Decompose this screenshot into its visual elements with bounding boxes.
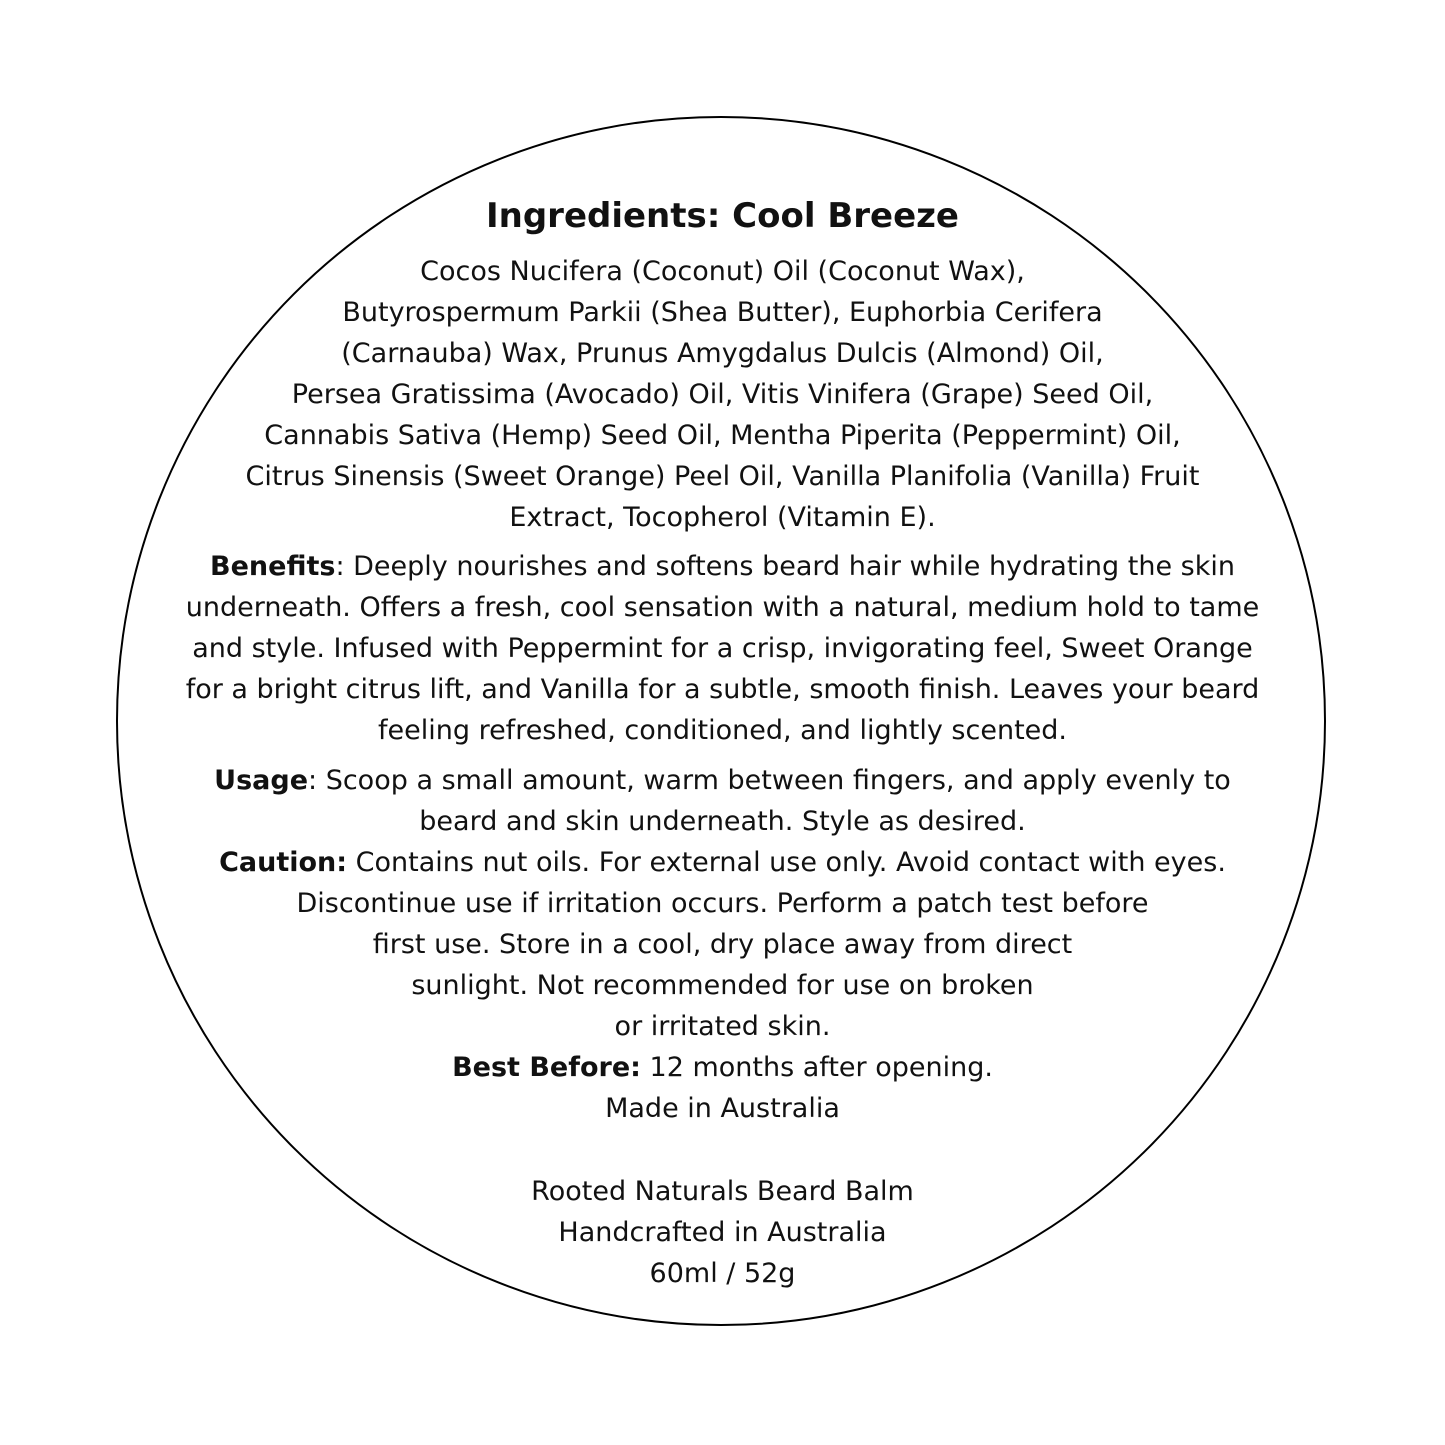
ingredients-line: Butyrospermum Parkii (Shea Butter), Euphorbia Cerifera bbox=[342, 297, 1103, 328]
footer-product-name: Rooted Naturals Beard Balm bbox=[531, 1176, 914, 1207]
benefits-label: Benefits bbox=[210, 551, 336, 582]
ingredients-line: (Carnauba) Wax, Prunus Amygdalus Dulcis (Almond) Oil, bbox=[341, 338, 1104, 369]
caution-label: Caution: bbox=[219, 847, 348, 878]
ingredients-line: Persea Gratissima (Avocado) Oil, Vitis Vinifera (Grape) Seed Oil, bbox=[291, 379, 1154, 410]
usage-first-line bbox=[0, 764, 1445, 798]
usage-text: : Scoop a small amount, warm between fingers, and apply evenly to bbox=[308, 765, 1231, 796]
ingredients-title: Ingredients: Cool Breeze bbox=[485, 196, 959, 236]
ingredients-line: Cocos Nucifera (Coconut) Oil (Coconut Wax), bbox=[420, 256, 1025, 287]
caution-line: Discontinue use if irritation occurs. Perform a patch test before bbox=[296, 888, 1149, 919]
footer-size: 60ml / 52g bbox=[649, 1258, 796, 1289]
usage-label: Usage bbox=[214, 765, 309, 796]
footer-handcrafted: Handcrafted in Australia bbox=[558, 1217, 887, 1248]
made-in-text: Made in Australia bbox=[605, 1093, 840, 1124]
caution-line: sunlight. Not recommended for use on broken bbox=[411, 970, 1034, 1001]
caution-line: first use. Store in a cool, dry place away from direct bbox=[372, 929, 1073, 960]
benefits-text: : Deeply nourishes and softens beard hair while hydrating the skin bbox=[335, 551, 1235, 582]
best-before-line bbox=[0, 1051, 1445, 1085]
benefits-line: feeling refreshed, conditioned, and lightly scented. bbox=[378, 715, 1067, 746]
best-before-label: Best Before: bbox=[452, 1052, 641, 1083]
ingredients-line: Cannabis Sativa (Hemp) Seed Oil, Mentha Piperita (Peppermint) Oil, bbox=[264, 420, 1181, 451]
benefits-line: for a bright citrus lift, and Vanilla for a subtle, smooth finish. Leaves your beard bbox=[185, 674, 1260, 705]
caution-line: or irritated skin. bbox=[614, 1011, 831, 1042]
best-before-text: 12 months after opening. bbox=[640, 1052, 993, 1083]
caution-text: Contains nut oils. For external use only. Avoid contact with eyes. bbox=[347, 847, 1226, 878]
caution-first-line bbox=[0, 846, 1445, 880]
benefits-first-line bbox=[0, 550, 1445, 584]
ingredients-line: Citrus Sinensis (Sweet Orange) Peel Oil, Vanilla Planifolia (Vanilla) Fruit bbox=[245, 461, 1200, 492]
benefits-line: and style. Infused with Peppermint for a crisp, invigorating feel, Sweet Orange bbox=[192, 633, 1253, 664]
usage-line: beard and skin underneath. Style as desired. bbox=[419, 806, 1026, 837]
ingredients-line: Extract, Tocopherol (Vitamin E). bbox=[509, 502, 936, 533]
benefits-line: underneath. Offers a fresh, cool sensation with a natural, medium hold to tame bbox=[185, 592, 1260, 623]
